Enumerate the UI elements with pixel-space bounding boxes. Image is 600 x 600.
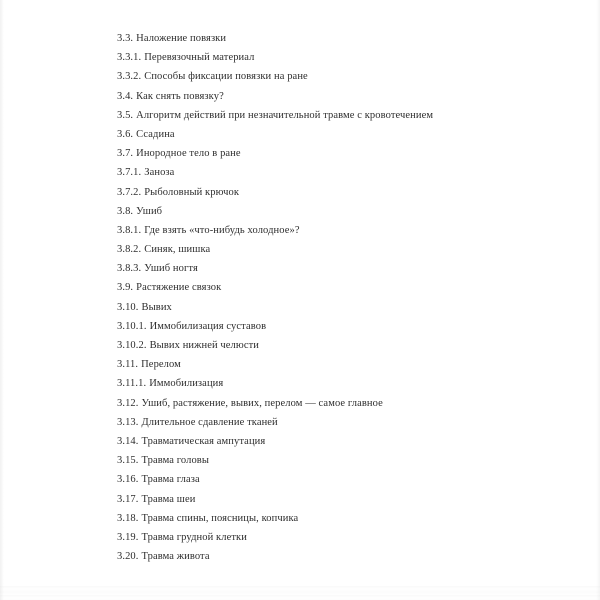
toc-entry-number: 3.11. [117, 359, 139, 371]
toc-entry [117, 451, 557, 470]
toc-entry-number: 3.3. [117, 33, 134, 44]
toc-entry-number: 3.7.2. [117, 186, 142, 198]
toc-entry-title: Вывих нижней челюсти [149, 340, 259, 351]
toc-entry [117, 374, 557, 393]
toc-entry [117, 432, 557, 451]
toc-entry [117, 163, 557, 182]
toc-entry-title: Заноза [144, 167, 175, 179]
toc-entry [117, 87, 557, 106]
toc-entry-number: 3.16. [117, 474, 139, 486]
toc-entry-number: 3.15. [117, 455, 139, 467]
toc-entry-title: Травма грудной клетки [141, 531, 247, 543]
toc-entry-number: 3.3.1. [117, 52, 142, 64]
toc-entry-number: 3.12. [117, 397, 139, 409]
toc-entry-number: 3.19. [117, 531, 139, 543]
toc-entry-number: 3.17. [117, 493, 139, 505]
toc-entry-title: Ушиб [136, 205, 163, 217]
toc-entry-number: 3.7.1. [117, 167, 142, 179]
toc-entry-number: 3.5. [117, 109, 134, 121]
toc-entry-number: 3.8. [117, 205, 134, 217]
toc-entry-number: 3.6. [117, 128, 134, 140]
toc-entry-number: 3.8.3. [117, 263, 142, 275]
toc-entry-title: Ссадина [136, 128, 175, 140]
toc-entry [117, 259, 557, 278]
toc-entry-number: 3.4. [117, 90, 134, 102]
toc-entry-title: Вывих [141, 301, 172, 313]
toc-entry-title: Инородное тело в ране [136, 148, 241, 160]
toc-entry-title: Травма глаза [141, 474, 200, 486]
toc-entry-title: Где взять «что-нибудь холодное»? [144, 224, 300, 236]
toc-entry-number: 3.10.2. [117, 340, 147, 351]
toc-entry-number: 3.9. [117, 282, 134, 294]
toc-entry-number: 3.20. [117, 551, 139, 563]
toc-entry [117, 509, 557, 528]
toc-entry-title: Травма головы [141, 455, 210, 467]
toc-entry-title: Перевязочный материал [144, 52, 255, 64]
toc-entry [117, 221, 557, 240]
toc-entry [117, 240, 557, 259]
toc-entry [117, 317, 557, 336]
toc-entry-number: 3.14. [117, 435, 139, 447]
toc-entry [117, 202, 557, 221]
toc-entry [117, 547, 557, 566]
toc-entry-number: 3.13. [117, 416, 139, 428]
table-of-contents [117, 29, 557, 566]
toc-entry-title: Травма спины, поясницы, копчика [141, 512, 299, 524]
toc-entry-title: Перелом [141, 359, 181, 371]
toc-entry [117, 355, 557, 374]
toc-entry-title: Иммобилизация суставов [149, 320, 267, 332]
toc-entry-title: Ушиб, растяжение, вывих, перелом — самое главное [141, 397, 383, 409]
toc-entry-title: Растяжение связок [136, 282, 222, 294]
toc-entry [117, 106, 557, 125]
toc-entry-number: 3.11.1. [117, 378, 147, 390]
scan-artifact-bottom-edge [0, 586, 600, 600]
toc-entry [117, 470, 557, 489]
toc-entry-title: Алгоритм действий при незначительной травме с кровотечением [136, 109, 434, 121]
toc-entry [117, 298, 557, 317]
toc-entry-title: Способы фиксации повязки на ране [144, 71, 308, 83]
toc-entry-number: 3.3.2. [117, 71, 142, 83]
toc-entry-title: Травма шеи [141, 493, 196, 505]
toc-entry [117, 278, 557, 297]
toc-entry-title: Рыболовный крючок [144, 186, 240, 198]
toc-entry [117, 29, 557, 48]
toc-entry-title: Наложение повязки [136, 33, 227, 44]
toc-entry-number: 3.10.1. [117, 320, 147, 332]
toc-entry-title: Иммобилизация [149, 378, 224, 390]
toc-entry-number: 3.8.1. [117, 224, 142, 236]
toc-entry [117, 394, 557, 413]
toc-entry [117, 125, 557, 144]
toc-entry [117, 48, 557, 67]
toc-entry [117, 183, 557, 202]
toc-entry [117, 413, 557, 432]
toc-entry [117, 528, 557, 547]
toc-entry-title: Ушиб ногтя [144, 263, 198, 275]
toc-entry [117, 336, 557, 355]
toc-entry-title: Синяк, шишка [144, 244, 211, 256]
toc-entry-title: Длительное сдавление тканей [141, 416, 278, 428]
toc-entry-title: Как снять повязку? [136, 90, 224, 102]
toc-entry [117, 490, 557, 509]
toc-entry [117, 144, 557, 163]
toc-entry-title: Травматическая ампутация [141, 435, 266, 447]
toc-entry [117, 67, 557, 86]
toc-entry-number: 3.7. [117, 148, 134, 160]
toc-entry-number: 3.18. [117, 512, 139, 524]
toc-entry-title: Травма живота [141, 551, 210, 563]
scan-artifact-right-edge [596, 0, 600, 600]
scan-artifact-left-edge [0, 0, 4, 600]
toc-entry-number: 3.8.2. [117, 244, 142, 256]
toc-entry-number: 3.10. [117, 301, 139, 313]
